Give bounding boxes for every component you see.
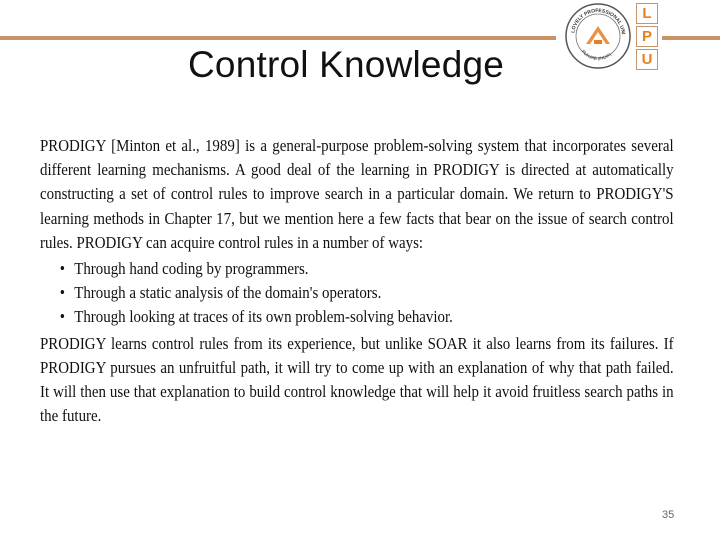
lpu-letters-logo — [636, 3, 658, 72]
paragraph-failures: PRODIGY learns control rules from its experience, but unlike SOAR it also learns from its failures. If PRODIGY pursues an unfruitful path, it will try to come up with an explanation of why that path failed. It will then use that explanation to build control knowledge that will help it avoid fruitless search paths in the future. — [40, 333, 674, 426]
logo-letter-u: U — [636, 49, 658, 70]
seal-text-top: LOVELY PROFESSIONAL UNI — [570, 7, 626, 35]
paragraph-intro: PRODIGY [Minton et al., 1989] is a general-purpose problem-solving system that incorporates several different learning mechanisms. A good deal of the learning in PRODIGY is directed at automatically constructing a set of control rules to improve search in a particular domain. We return to PRODIGY'S learning methods in Chapter 17, but we mention here a few facts that bear on the issue of search control rules. PRODIGY can acquire control rules in a number of ways: — [40, 136, 674, 252]
seal-text-bottom: PUNJAB (INDIA) — [580, 48, 613, 62]
university-seal-logo — [564, 2, 632, 70]
bullet-text: Through looking at traces of its own problem-solving behavior. — [74, 307, 453, 327]
bullet-item — [60, 257, 674, 281]
bullet-item — [60, 305, 674, 329]
bullet-item — [60, 281, 674, 305]
bullet-list — [40, 257, 674, 330]
slide-title: Control Knowledge — [188, 44, 505, 85]
slide-body — [40, 134, 674, 428]
logo-letter-l: L — [636, 3, 658, 24]
header-rule-right — [662, 36, 720, 40]
bullet-text: Through hand coding by programmers. — [74, 259, 309, 279]
bullet-icon: • — [59, 283, 66, 303]
bullet-icon: • — [59, 259, 66, 279]
logo-letter-p: P — [636, 26, 658, 47]
bullet-text: Through a static analysis of the domain's operators. — [74, 283, 382, 303]
page-number: 35 — [662, 509, 675, 521]
header-rule-left — [0, 36, 556, 40]
bullet-icon: • — [59, 307, 66, 327]
